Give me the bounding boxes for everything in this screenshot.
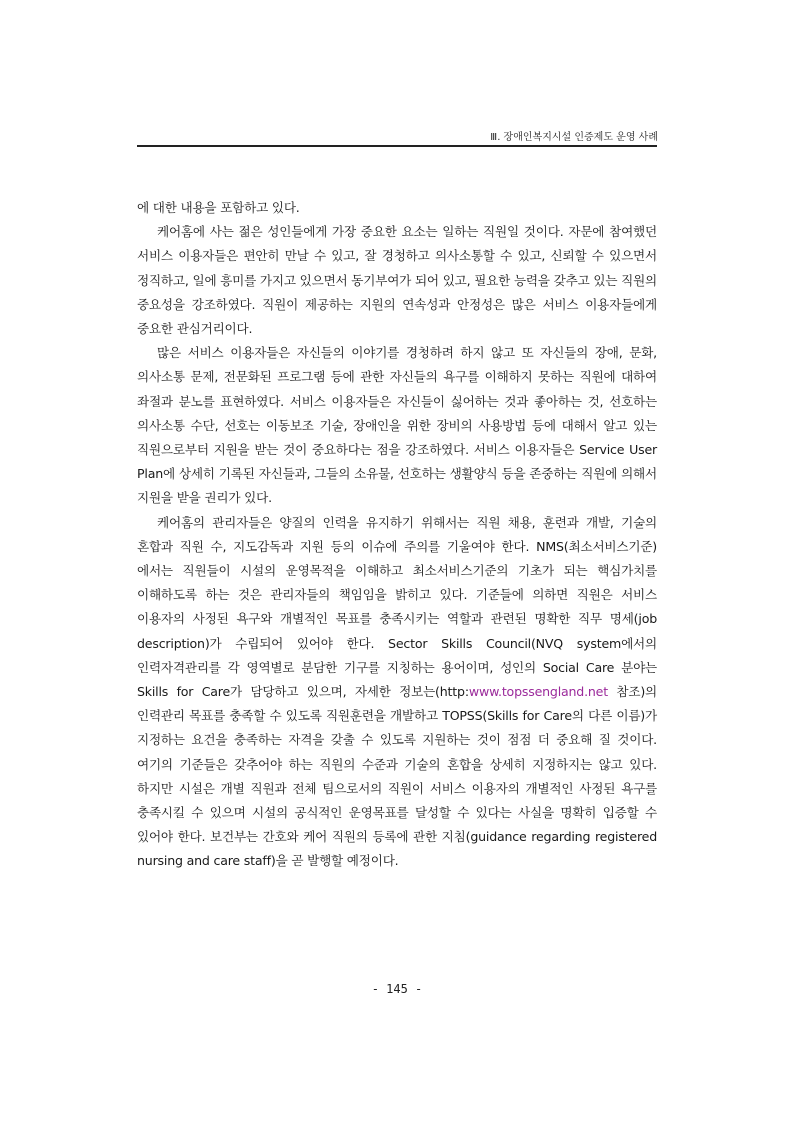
running-header: Ⅲ. 장애인복지시설 인증제도 운영 사례 <box>490 132 658 143</box>
paragraph-staff-importance: 케어홈에 사는 젊은 성인들에게 가장 중요한 요소는 일하는 직원일 것이다. 자문에 참여했던 서비스 이용자들은 편안히 만날 수 있고, 잘 경청하고 의사소통할 수 있고, 신뢰할 수 있으면서 정직하고, 일에 흥미를 가지고 있으면서 동기부여가 되어 있고, 필요한 능력을 갖추고 있는 직원의 중요성을 강조하였다. 직원이 제공하는 지원의 연속성과 안정성은 많은 서비스 이용자들에게 중요한 관심거리이다. <box>137 224 657 337</box>
paragraph-user-frustration: 많은 서비스 이용자들은 자신들의 이야기를 경청하려 하지 않고 또 자신들의 장애, 문화, 의사소통 문제, 전문화된 프로그램 등에 관한 자신들의 욕구를 이해하지 못하는 직원에 대하여 좌절과 분노를 표현하였다. 서비스 이용자들은 자신들이 싫어하는 것과 좋아하는 것, 선호하는 의사소통 수단, 선호는 이동보조 기술, 장애인을 위한 장비의 사용방법 등에 대해서 알고 있는 직원으로부터 지원을 받는 것이 중요하다는 점을 강조하였다. 서비스 이용자들은 Service User Plan에 상세히 기록된 자신들과, 그들의 소유물, 선호하는 생활양식 등을 존중하는 직원에 의해서 지원을 받을 권리가 있다. <box>137 345 657 506</box>
paragraph-text-before-link: 케어홈의 관리자들은 양질의 인력을 유지하기 위해서는 직원 채용, 훈련과 개발, 기술의 혼합과 직원 수, 지도감독과 지원 등의 이슈에 주의를 기울여야 한다. NMS(최소서비스기준)에서는 직원들이 시설의 운영목적을 이해하고 최소서비스기준의 기초가 되는 핵심가치를 이해하도록 하는 것은 관리자들의 책임임을 밝히고 있다. 기준들에 의하면 직원은 서비스 이용자의 사정된 욕구와 개별적인 목표를 충족시키는 역할과 관련된 명확한 직무 명세(job description)가 수립되어 있어야 한다. Sector Skills Council(NVQ system에서의 인력자격관리를 각 영역별로 분담한 기구를 지칭하는 용어이며, 성인의 Social Care 분야는 Skills for Care가 담당하고 있으며, 자세한 정보는(http: <box>137 514 657 700</box>
paragraph-text-after-link: 참조)의 인력관리 목표를 충족할 수 있도록 직원훈련을 개발하고 TOPSS(Skills for Care의 다른 이름)가 지정하는 요건을 충족하는 자격을 갖출 수 있도록 지원하는 것이 점점 더 중요해 질 것이다. 여기의 기준들은 갖추어야 하는 직원의 수준과 기술의 혼합을 상세히 지정하지는 않고 있다. 하지만 시설은 개별 직원과 전체 팀으로서의 직원이 서비스 이용자의 개별적인 사정된 욕구를 충족시킬 수 있으며 시설의 공식적인 운영목표를 달성할 수 있다는 사실을 명확히 입증할 수 있어야 한다. 보건부는 간호와 케어 직원의 등록에 관한 지침(guidance regarding registered nursing and care staff)을 곧 발행할 예정이다. <box>137 684 657 869</box>
paragraph-continuation: 에 대한 내용을 포함하고 있다. <box>137 200 300 215</box>
page-number: - 145 - <box>371 982 423 996</box>
header-rule <box>137 145 657 147</box>
body-text <box>137 196 657 874</box>
paragraph-manager-responsibility <box>137 511 657 874</box>
topss-website-link[interactable]: www.topssengland.net <box>468 684 608 700</box>
